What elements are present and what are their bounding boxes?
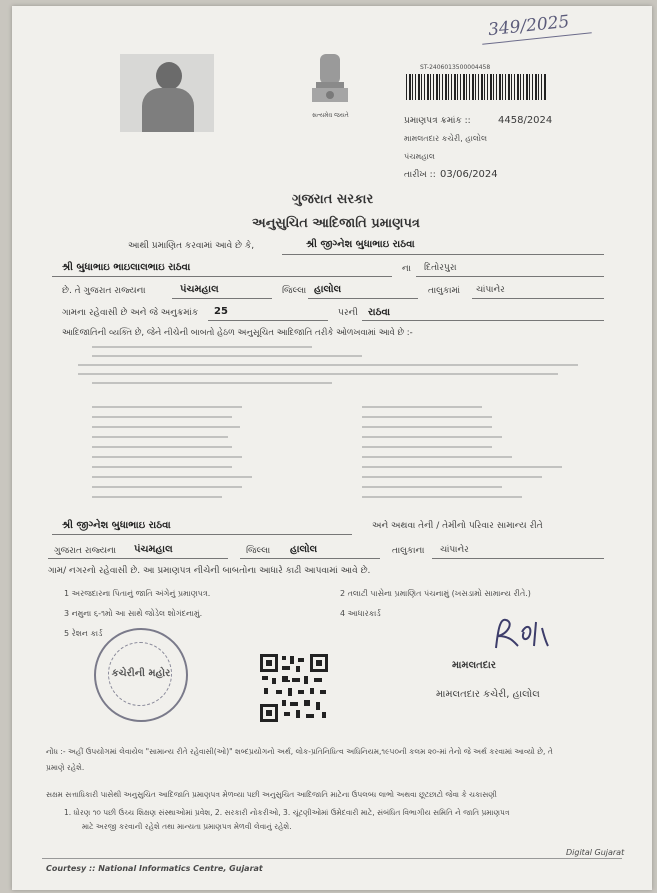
second-taluka: હાલોલ xyxy=(290,544,318,555)
signatory-office: મામલતદાર કચેરી, હાલોલ xyxy=(436,689,540,700)
note-2: સક્ષમ સત્તાધિકારી પાસેથી અનુસુચિત આદિજાતિ પ્રમાણપત્ર મેળવ્યા પછી અનુસુચિત આદિજાતિ માટેના ઉપલબ્ધ લાભો અથવા છૂટછાટો જેવા કે ચકાસણી xyxy=(46,790,497,799)
family-note: અને અથવા તેની / તેમીનો પરિવાર સામાન્ય રીતે xyxy=(372,521,543,531)
district-name: પંચમહાલ xyxy=(180,284,219,295)
second-state-label: ગુજરાત રાજ્યના xyxy=(54,546,117,556)
serial-label: ગામના રહેવાસી છે અને જે અનુક્રમાંક xyxy=(62,308,199,318)
taluka-village: ચાંપાનેર xyxy=(476,285,505,295)
tribe-label: પરની xyxy=(338,308,358,318)
second-applicant-name: શ્રી જીગ્નેશ બુધાભાઇ રાઠવા xyxy=(62,520,171,531)
village-note: ગામ/ નગરનો રહેવાસી છે. આ પ્રમાણપત્ર નીચેની બાબતોના આધારે કાઢી આપવામાં આવે છે. xyxy=(48,566,371,576)
digital-gujarat-footer: Digital Gujarat xyxy=(566,848,625,857)
courtesy-footer: Courtesy :: National Informatics Centre, Gujarat xyxy=(46,864,263,873)
note-1: નોંધ :- અહીં ઉપયોગમાં લેવાયેલ "સામાન્ય રીતે રહેવાસી(ઓ)" શબ્દપ્રયોગનો અર્થ, લોક-પ્રતિનિધિત્વ અધિનિયમ,૧૯૫૦ની કલમ ૨૦-માં તેનો જે અર્થ કરવામાં આવ્યો છે, તે xyxy=(46,747,553,756)
applicant-name: શ્રી જીગ્નેશ બુધાભાઇ રાઠવા xyxy=(306,239,415,250)
second-taluka-village: ચાંપાનેર xyxy=(440,545,469,555)
certificate-page xyxy=(12,6,652,890)
district-label: જિલ્લા xyxy=(282,286,307,296)
signature-text xyxy=(502,624,505,625)
issue-date: 03/06/2024 xyxy=(440,169,498,180)
emblem-caption: સત્યમેવ જયતે xyxy=(312,112,349,119)
handwritten-reference: 349/2025 xyxy=(487,11,571,41)
resident-label: ના xyxy=(402,264,411,274)
serial-number: 25 xyxy=(214,306,228,317)
second-district-label: જિલ્લા xyxy=(246,546,271,556)
date-label: તારીખ :: xyxy=(404,170,436,180)
taluka-name: હાલોલ xyxy=(314,284,342,295)
doc-item-2: 2 તલાટી પાસેના પ્રમાણિત પંચનામું (ખસડામો સામાન્ય રીતે.) xyxy=(340,589,531,598)
seal-text: કચેરીની મહોર xyxy=(111,668,171,679)
doc-item-3: 3 નમુના ૬-૧મો આ સાથે જોડેલ શોગંદનામું. xyxy=(64,609,203,618)
cert-no: 4458/2024 xyxy=(498,115,553,126)
note-1b: પ્રમાણે રહેશે. xyxy=(46,763,85,772)
note-3b: માટે અરજી કરવાની રહેશે તથા માન્યતા પ્રમાણપત્ર મેળવી લેવાનું રહેશે. xyxy=(82,822,292,831)
applicant-photo xyxy=(120,54,214,132)
cert-no-label: પ્રમાણપત્ર ક્રમાંક :: xyxy=(404,116,471,126)
tribe-name: રાઠવા xyxy=(368,307,391,318)
doc-item-5: 5 રેશન કાર્ડ xyxy=(64,629,103,638)
doc-item-1: 1 અરજદારના પિતાનું જાતિ અંગેનું પ્રમાણપત્ર. xyxy=(64,589,211,598)
father-name: શ્રી બુધાભાઇ ભાઇલાલભાઇ રાઠવા xyxy=(62,262,191,273)
signature-mark xyxy=(484,612,564,656)
doc-item-4: 4 આધારકાર્ડ xyxy=(340,609,381,618)
intro-text: આથી પ્રમાણિત કરવામાં આવે છે કે, xyxy=(128,241,255,251)
taluka-label: તાલુકામાં xyxy=(428,286,461,296)
signatory-title: મામલતદાર xyxy=(452,660,496,671)
government-title: ગુજરાત સરકાર xyxy=(292,192,374,207)
office-seal xyxy=(94,628,188,722)
qr-code xyxy=(258,652,330,724)
office-line1: મામલતદાર કચેરી, હાલોલ xyxy=(404,134,488,143)
barcode-text: ST-2406013500004458 xyxy=(420,64,491,71)
certificate-title: અનુસુચિત આદિજાતિ પ્રમાણપત્ર xyxy=(252,216,420,231)
state-label: છે. તે ગુજરાત રાજ્યના xyxy=(62,286,146,296)
barcode xyxy=(406,74,546,100)
tribe-note: આદિજાતિની વ્યક્તિ છે, જેને નીચેની બાબતો હેઠળ અનુસૂચિત આદિજાતિ તરીકે ઓળખવામાં આવે છે :- xyxy=(62,328,413,338)
second-taluka-label: તાલુકાના xyxy=(392,546,425,556)
second-district: પંચમહાલ xyxy=(134,544,173,555)
national-emblem-icon xyxy=(308,50,352,118)
note-3: 1. ધોરણ ૧૦ પછી ઉચ્ચ શિક્ષણ સંસ્થાઓમાં પ્રવેશ, 2. સરકારી નોકરીઓ, 3. ચૂંટણીઓમાં ઉમેદવારી માટે, સંબંધિત વિભાગીય સમિતિ ને જાતિ પ્રમાણપત્ર xyxy=(64,808,510,817)
village-name: દિતોરપુરા xyxy=(424,263,457,273)
office-line2: પંચમહાલ xyxy=(404,152,435,161)
